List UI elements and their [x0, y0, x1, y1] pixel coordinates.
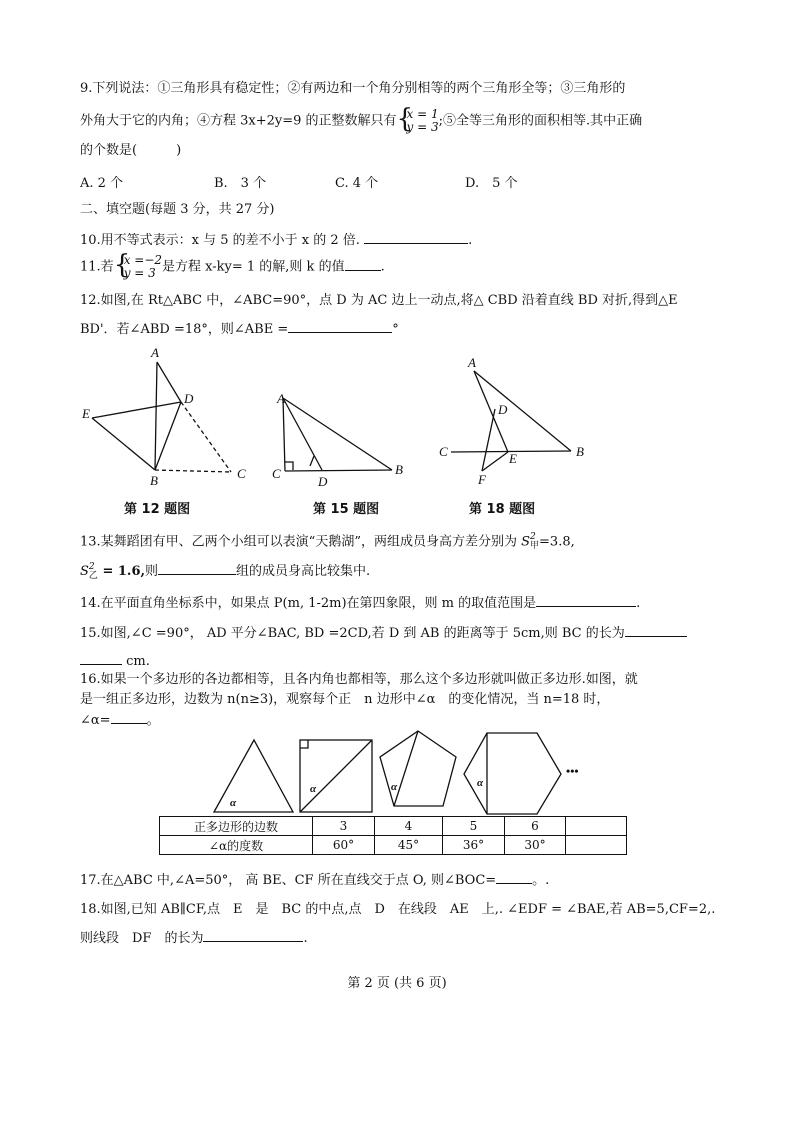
q11-end: .	[380, 259, 385, 275]
q9-option-c: C. 4 个	[335, 176, 379, 191]
table-cell: 正多边形的边数	[160, 817, 313, 836]
table-row	[160, 836, 627, 855]
fig18-label-c: C	[439, 444, 448, 459]
fig18-label-b: B	[576, 444, 584, 459]
q9-line1: 9.下列说法：①三角形具有稳定性；②有两边和一个角分别相等的两个三角形全等；③三角形的	[80, 81, 626, 96]
q18-line1: 18.如图,已知 AB∥CF,点 E 是 BC 的中点,点 D 在线段 AE 上,. ∠EDF = ∠BAE,若 AB=5,CF=2,.	[80, 902, 716, 917]
q13-line1	[80, 533, 575, 552]
q15-line2-text: cm.	[126, 654, 150, 669]
q11-sys-top: x =−2	[123, 253, 163, 267]
ellipsis-dots: •••	[566, 764, 579, 778]
q9-sys-top: x = 1	[406, 107, 439, 121]
q11	[80, 254, 385, 280]
fig15-label-a: A	[277, 391, 285, 406]
page-footer: 第 2 页 (共 6 页)	[347, 976, 447, 991]
q11-answer-blank[interactable]	[345, 258, 381, 271]
q9-sys-bot: y = 3	[406, 120, 439, 134]
fig15-label-c: C	[272, 466, 281, 481]
q14-answer-blank[interactable]	[536, 594, 636, 607]
fig12-label-b: B	[150, 473, 158, 488]
table-cell: 60°	[313, 836, 375, 855]
q15-text: 15.如图,∠C =90°， AD 平分∠BAC, BD =2CD,若 D 到 AB 的距离等于 5cm,则 BC 的长为	[80, 626, 625, 641]
fig18-label-a: A	[468, 355, 476, 370]
q9-equation-system	[397, 108, 439, 134]
q14	[80, 594, 640, 613]
q12-line2-b: °	[392, 322, 399, 337]
table-cell: 45°	[375, 836, 443, 855]
q17-text: 17.在△ABC 中,∠A=50°， 高 BE、CF 所在直线交于点 O, 则∠BOC=	[80, 873, 497, 888]
q12-answer-blank[interactable]	[288, 320, 392, 333]
table-cell: 4	[375, 817, 443, 836]
fig12-label-e: E	[82, 406, 90, 421]
fig18-label-e: E	[509, 451, 517, 466]
q16-line3-b: 。	[146, 713, 160, 728]
fig12-label-d: D	[184, 391, 194, 406]
table-cell: 5	[443, 817, 505, 836]
q14-text: 14.在平面直角坐标系中，如果点 P(m, 1-2m)在第四象限，则 m 的取值范围是	[80, 596, 537, 611]
fig12-label-c: C	[237, 466, 246, 481]
fig12-caption: 第 12 题图	[124, 502, 191, 517]
q12-line2	[80, 320, 399, 339]
fig15-label-d: D	[318, 474, 328, 489]
polygon-table	[159, 816, 627, 855]
geometry-figures	[0, 340, 794, 525]
table-cell: 3	[313, 817, 375, 836]
triangle-alpha: α	[230, 797, 237, 809]
pentagon-alpha: α	[391, 781, 398, 793]
table-cell	[566, 836, 627, 855]
q13-line2	[80, 562, 370, 581]
table-cell: 36°	[443, 836, 505, 855]
q11-equation-system	[114, 254, 162, 280]
fig15-caption: 第 15 题图	[313, 502, 380, 517]
square-alpha: α	[310, 783, 317, 795]
table-row	[160, 817, 627, 836]
q10	[80, 231, 472, 250]
q18-end: .	[303, 931, 308, 946]
q13-text: 13.某舞蹈团有甲、乙两个小组可以表演“天鹅湖”，两组成员身高方差分别为	[80, 534, 517, 550]
q13-line2-b: 则	[145, 564, 159, 579]
q9-line3: 的个数是( )	[80, 143, 182, 158]
q11-pre: 11.若	[80, 259, 114, 275]
q17-end: 。.	[532, 873, 550, 888]
q11-sys-bot: y = 3	[123, 266, 156, 280]
q10-answer-blank[interactable]	[364, 231, 468, 244]
q16-line2: 是一组正多边形，边数为 n(n≥3)，观察每个正 n 边形中∠α 的变化情况，当 n=18 时，	[80, 692, 610, 707]
polygons-figure	[0, 728, 794, 818]
figure-12	[92, 362, 231, 472]
q13-s1: S	[521, 534, 531, 550]
q13-s2-sup: 2	[88, 561, 95, 572]
q18-answer-blank[interactable]	[203, 929, 303, 942]
hexagon-alpha: α	[477, 777, 484, 789]
q18-line2	[80, 929, 308, 948]
q13-s2: S	[80, 564, 89, 579]
fig15-label-b: B	[395, 462, 403, 477]
q12-line2-a: BD'．若∠ABD =18°，则∠ABE =	[80, 322, 289, 337]
q17	[80, 871, 549, 890]
triangle-shape	[214, 740, 293, 812]
q16-answer-blank[interactable]	[111, 711, 147, 724]
hexagon-shape	[464, 733, 561, 814]
q15-answer-blank-b[interactable]	[80, 652, 122, 665]
section-heading: 二、填空题(每题 3 分，共 27 分)	[80, 202, 275, 217]
q13-s1-sup: 2	[530, 532, 536, 542]
q9-option-a: A. 2 个	[80, 176, 124, 191]
fig12-label-a: A	[151, 345, 159, 360]
figure-15	[283, 398, 392, 471]
q12-line1: 12.如图,在 Rt△ABC 中，∠ABC=90°，点 D 为 AC 边上一动点,将△ CBD 沿着直线 BD 对折,得到△E	[80, 293, 678, 308]
q9-line2	[80, 108, 642, 134]
q10-text: 10.用不等式表示：x 与 5 的差不小于 x 的 2 倍.	[80, 233, 360, 248]
table-cell	[566, 817, 627, 836]
q14-end: .	[636, 596, 641, 611]
table-cell: 6	[505, 817, 566, 836]
pentagon-shape	[380, 731, 456, 806]
q16-line1: 16.如果一个多边形的各边都相等，且各内角也都相等，那么这个多边形就叫做正多边形.如图，就	[80, 672, 638, 687]
q11-post: 是方程 x-ky= 1 的解,则 k 的值	[162, 259, 345, 275]
q18-line2-text: 则线段 DF 的长为	[80, 931, 204, 946]
q10-end: .	[468, 233, 473, 248]
q9-option-b: B. 3 个	[214, 176, 267, 191]
q9-line2-b: ;⑤全等三角形的面积相等.其中正确	[438, 113, 643, 129]
q13-line2-c: 组的成员身高比较集中.	[236, 564, 371, 579]
q9-line2-a: 外角大于它的内角；④方程 3x+2y=9 的正整数解只有	[80, 113, 397, 129]
table-cell: ∠α的度数	[160, 836, 313, 855]
q13-s2-val: = 1.6,	[97, 564, 146, 579]
q13-s2-sub: 乙	[88, 570, 98, 581]
fig18-caption: 第 18 题图	[469, 502, 536, 517]
table-cell: 30°	[505, 836, 566, 855]
q15-line1	[80, 624, 687, 643]
fig18-label-f: F	[478, 472, 486, 487]
q9-option-d: D. 5 个	[465, 176, 518, 191]
q13-answer-blank[interactable]	[158, 562, 236, 575]
q13-s1-val: =3.8,	[539, 534, 575, 550]
q15-line2	[80, 652, 150, 671]
q16-line3-a: ∠α=	[80, 713, 111, 728]
q13-s1-sub: 甲	[530, 541, 540, 551]
fig18-label-d: D	[498, 402, 508, 417]
square-shape	[300, 740, 372, 812]
q17-answer-blank[interactable]	[496, 871, 532, 884]
q15-answer-blank-a[interactable]	[625, 624, 687, 637]
